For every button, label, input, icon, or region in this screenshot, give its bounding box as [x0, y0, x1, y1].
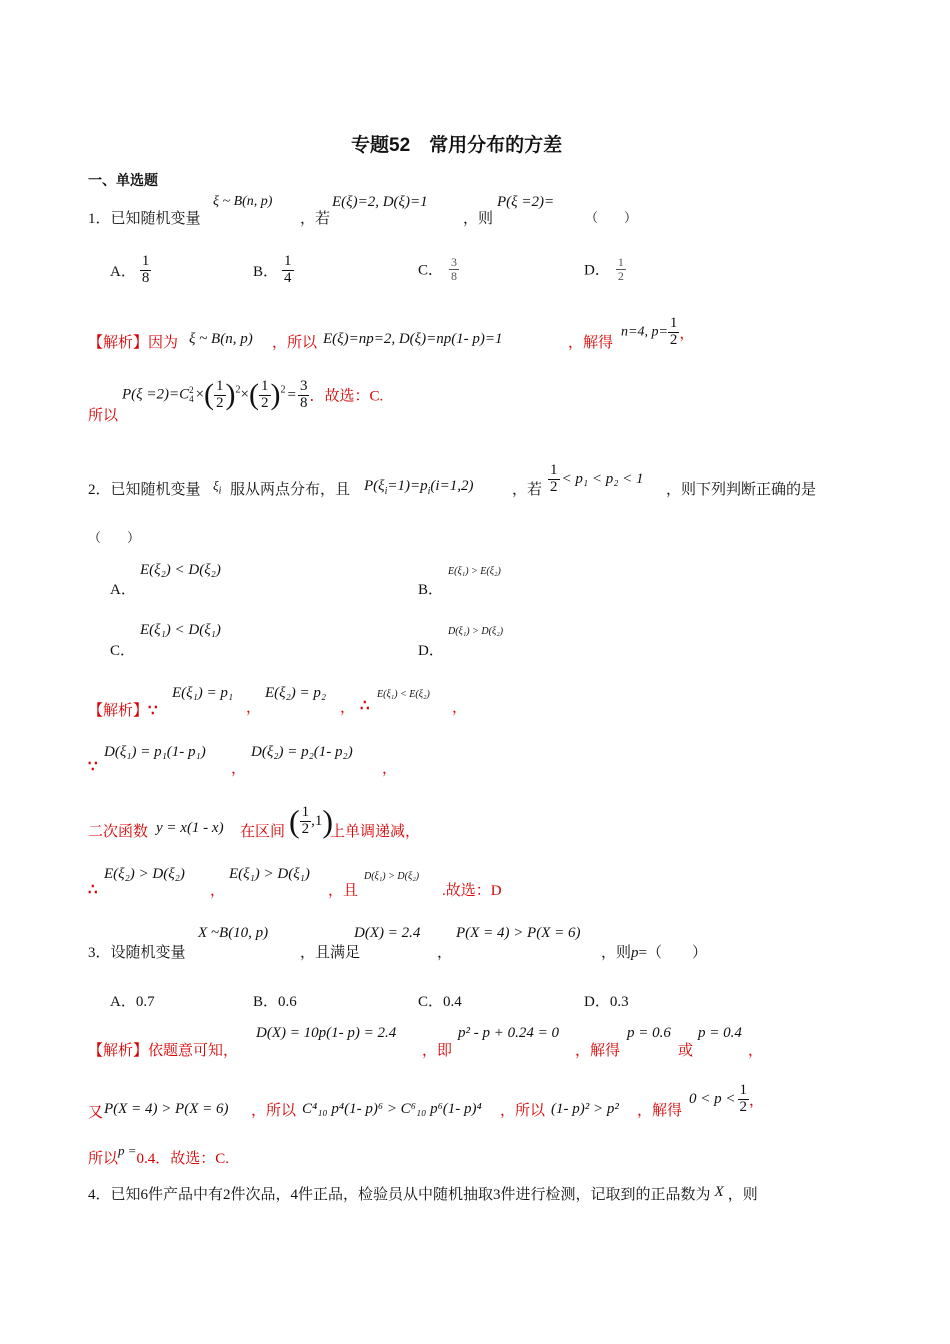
q3-option-b: B．0.6 — [253, 994, 297, 1010]
q3-sol-binomial: C⁴₁₀ p⁴(1- p)⁶ > C⁶₁₀ p⁶(1- p)⁴ — [302, 1101, 482, 1117]
q2-sol-d1: D(ξ₁) = p₁(1- p₁) — [104, 744, 206, 760]
q2-stem-a: 2．已知随机变量 — [88, 482, 201, 498]
q2-sol-comma5: ， — [382, 761, 398, 777]
q1-solution-formula: P(ξ =2)=C 2 4 ×( $\frac{1}{2}$ )$^2$×( $\frac{1}{2}$ )$^2$ = $\frac{3}{8}$ ．故选：C. — [122, 377, 384, 411]
q3-sol-s1end: ， — [748, 1043, 764, 1059]
q2-option-b: E(ξ₁) > E(ξ₂) — [448, 566, 501, 577]
q2-option-d-label: D． — [418, 643, 444, 659]
q2-sol-therefore1: ∴ — [360, 698, 370, 714]
q2-option-d: D(ξ₁) > D(ξ₂) — [448, 626, 504, 637]
q2-sol-d2: D(ξ₂) = p₂(1- p₂) — [251, 744, 353, 760]
q2-sol-comma6: ， — [210, 883, 226, 899]
q4-stem: 4．已知6件产品中有2件次品，4件正品，检验员从中随机抽取3件进行检测，记取到的正品数为 X ，则 — [88, 1184, 758, 1203]
q3-stem-b: ，且满足 — [300, 945, 361, 961]
q2-stem-ineq: $\frac{1}{2}$ < p₁ < p₂ < 1 — [550, 462, 644, 495]
q3-sol-root2: p = 0.4 — [698, 1025, 742, 1041]
q2-sol-comma4: ， — [231, 761, 247, 777]
q2-sol-l4-b: E(ξ₁) > D(ξ₁) — [229, 866, 310, 882]
q1-mid1: ，若 — [300, 211, 331, 227]
q1-solution-line1: 【解析】因为 — [88, 335, 179, 351]
q2-solution-tag: 【解析】∵ — [88, 703, 158, 719]
q2-sol-answer: .故选：D — [442, 883, 502, 899]
q2-sol-l3-c: 上单调递减， — [330, 824, 421, 840]
q3-stem-comma: ， — [437, 945, 453, 961]
q3-sol-s2d: ，解得 — [637, 1103, 683, 1119]
page-title: 专题52 常用分布的方差 — [351, 135, 563, 156]
q2-sol-because2: ∵ — [88, 759, 98, 775]
q2-sol-therefore2: ∴ — [88, 882, 98, 898]
q1-mid2: ，则 — [463, 211, 494, 227]
q1-sol-result: n=4, p= $\frac{1}{2}$ ， — [621, 315, 695, 348]
q2-sol-e2: E(ξ₂) = p₂ — [265, 685, 327, 701]
q3-option-d: D．0.3 — [584, 994, 629, 1010]
q2-sol-and: ，且 — [328, 883, 359, 899]
q2-option-c-label: C． — [110, 643, 136, 659]
q3-sol-s1b: ，即 — [422, 1043, 453, 1059]
q2-sol-comma3: ， — [452, 700, 468, 716]
q2-option-c: E(ξ₁) < D(ξ₁) — [140, 622, 221, 638]
q3-sol-root1: p = 0.6 — [627, 1025, 671, 1041]
q2-stem-c: ，若 — [512, 482, 543, 498]
q2-sol-l3-interval: ( $\frac{1}{2}$ ,1) — [289, 803, 334, 839]
q1-option-a: A． $\frac{1}{8}$ — [110, 253, 150, 286]
q3-stem-cond2: P(X = 4) > P(X = 6) — [456, 925, 581, 941]
q3-sol-conclusion: 所以p =0.4．故选：C. — [88, 1143, 230, 1167]
q1-option-d: D． $\frac{1}{2}$ — [584, 255, 624, 283]
q1-stem-start: 1．已知随机变量 — [88, 211, 201, 227]
q2-sol-comma1: ， — [246, 700, 262, 716]
q1-sol-text-c: ，解得 — [568, 335, 614, 351]
q1-option-c: C． $\frac{3}{8}$ — [418, 255, 458, 283]
q1-option-b: B． $\frac{1}{4}$ — [253, 253, 292, 286]
q3-stem-c: ，则p=（ ） — [601, 945, 707, 961]
q3-stem-a: 3．设随机变量 — [88, 945, 186, 961]
q2-sol-l3-a: 二次函数 — [88, 824, 149, 840]
q3-option-a: A．0.7 — [110, 994, 155, 1010]
q3-sol-or: 或 — [678, 1043, 694, 1059]
q2-sol-l4-a: E(ξ₂) > D(ξ₂) — [104, 866, 185, 882]
q3-stem-distribution: X ~B(10, p) — [198, 925, 269, 941]
q3-option-c: C．0.4 — [418, 994, 462, 1010]
q1-sol-text-b: ，所以 — [272, 335, 318, 351]
q2-sol-comma2: ， — [340, 700, 356, 716]
q2-stem-math: $P(\xi_i=1)=p_i(i=1,2)$ — [364, 478, 474, 497]
q3-sol-s2c: ，所以 — [500, 1103, 546, 1119]
section-heading: 一、单选题 — [88, 172, 158, 188]
q1-condition: E(ξ)=2, D(ξ)=1 — [332, 194, 428, 210]
q2-sol-l4-c: D(ξ₁) > D(ξ₂) — [364, 871, 420, 882]
q2-sol-e-compare: E(ξ₁) < E(ξ₂) — [377, 689, 430, 700]
q3-sol-prob-compare: P(X = 4) > P(X = 6) — [104, 1101, 229, 1117]
q2-sol-l3-b: 在区间 — [240, 824, 286, 840]
q1-sol-dist: ξ ~ B(n, p) — [189, 331, 253, 347]
q2-stem-b: 服从两点分布，且 — [230, 482, 351, 498]
q1-sol-expr: E(ξ)=np=2, D(ξ)=np(1- p)=1 — [323, 331, 503, 347]
q1-distribution: ξ ~ B(n, p) — [213, 194, 273, 209]
q3-sol-quadratic: p² - p + 0.24 = 0 — [458, 1025, 559, 1041]
q2-sol-l3-function: y = x(1 - x) — [156, 820, 224, 836]
q1-solution-prefix: 所以 — [88, 408, 119, 424]
q3-sol-range: 0 < p < $\frac{1}{2}$ ， — [689, 1082, 765, 1115]
q3-sol-square: (1- p)² > p² — [551, 1101, 619, 1117]
q3-sol-s2a: 又 — [88, 1105, 104, 1121]
q1-answer-paren: （ ） — [585, 210, 638, 225]
q3-sol-s2b: ，所以 — [251, 1103, 297, 1119]
q2-option-a-label: A． — [110, 582, 136, 598]
q3-sol-tag: 【解析】依题意可知， — [88, 1043, 239, 1059]
q2-sol-e1: E(ξ₁) = p₁ — [172, 685, 234, 701]
q3-sol-s1c: ，解得 — [575, 1043, 621, 1059]
q2-answer-paren: （ ） — [88, 530, 141, 545]
q2-option-a: E(ξ₂) < D(ξ₂) — [140, 562, 221, 578]
q2-stem-d: ，则下列判断正确的是 — [666, 482, 817, 498]
q1-ask: P(ξ =2)= — [497, 194, 555, 210]
q3-sol-variance: D(X) = 10p(1- p) = 2.4 — [256, 1025, 397, 1041]
q2-stem-xi: $\xi_i$ — [213, 478, 222, 497]
q2-option-b-label: B． — [418, 582, 444, 598]
q3-stem-cond1: D(X) = 2.4 — [354, 925, 421, 941]
